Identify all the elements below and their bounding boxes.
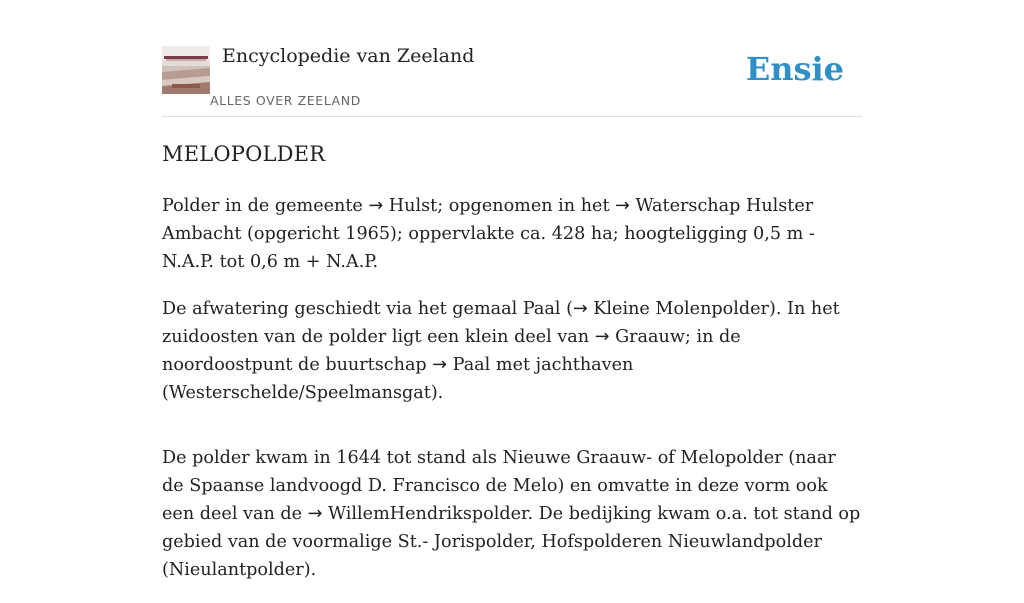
link-willemhendrikspolder[interactable]: WillemHendrikspolder <box>328 504 528 524</box>
brand-logo[interactable]: Ensie <box>745 50 844 88</box>
article-heading: MELOPOLDER <box>162 142 326 166</box>
site-title[interactable]: Encyclopedie van Zeeland <box>222 45 475 67</box>
article-paragraph-1 <box>162 192 862 276</box>
text: Polder in de gemeente <box>162 196 369 216</box>
link-graauw[interactable]: Graauw <box>615 327 685 347</box>
arrow-right-icon: → <box>615 196 630 216</box>
site-subtitle: ALLES OVER ZEELAND <box>210 93 361 108</box>
site-header <box>162 44 862 117</box>
text: ; in de noordoostpunt de buurtschap <box>162 327 741 375</box>
text: met jachthaven (Westerschelde/Speelmansgat). <box>162 355 634 403</box>
link-waterschap[interactable]: Waterschap Hulster Ambacht <box>162 196 814 244</box>
link-kleine-molenpolder[interactable]: Kleine Molenpolder <box>593 299 769 319</box>
site-avatar[interactable] <box>162 46 210 94</box>
arrow-right-icon: → <box>594 327 610 347</box>
text: . De bedijking kwam o.a. tot stand op gebied van de voormalige St.- Jorispolder, Hofspolderen Nieuwlandpolder (Nieulantpolder). <box>162 504 861 580</box>
text: ). In het zuidoosten van de polder ligt een klein deel van <box>162 299 840 347</box>
arrow-right-icon: → <box>368 196 384 216</box>
text: ; opgenomen in het <box>437 196 616 216</box>
arrow-right-icon: → <box>307 504 323 524</box>
arrow-right-icon: → <box>572 299 588 319</box>
book-stack-photo-icon <box>162 46 210 94</box>
article-paragraph-2 <box>162 295 862 407</box>
link-hulst[interactable]: Hulst <box>388 196 438 216</box>
text: (opgericht 1965); oppervlakte ca. 428 ha; hoogteligging 0,5 m - N.A.P. tot 0,6 m + N.A.P. <box>162 224 815 272</box>
text: De afwatering geschiedt via het gemaal Paal ( <box>162 299 573 319</box>
article <box>162 140 862 603</box>
arrow-right-icon: → <box>432 355 448 375</box>
article-paragraph-3 <box>162 444 862 584</box>
text: De polder kwam in 1644 tot stand als Nieuwe Graauw- of Melopolder (naar de Spaanse landvoogd D. Francisco de Melo) en omvatte in deze vorm ook een deel van de <box>162 448 836 524</box>
link-paal[interactable]: Paal <box>452 355 491 375</box>
